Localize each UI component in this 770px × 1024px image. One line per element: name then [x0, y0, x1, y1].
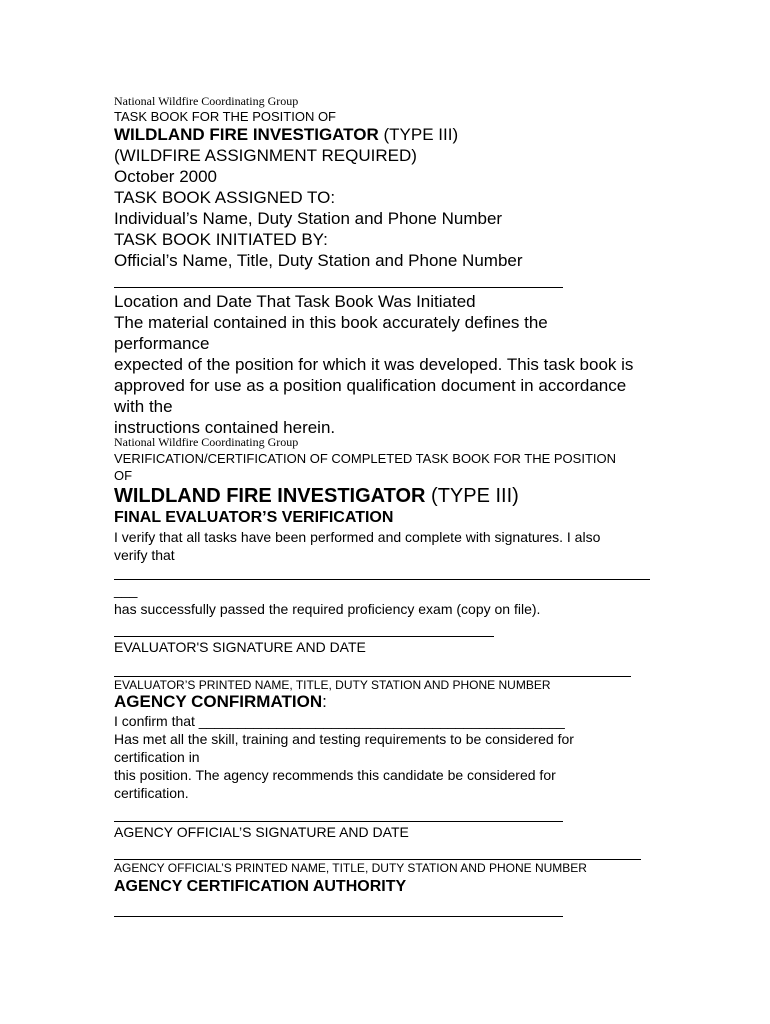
assigned-to-label: TASK BOOK ASSIGNED TO:: [114, 188, 336, 207]
evaluator-printed-line: [114, 676, 631, 677]
position-name: WILDLAND FIRE INVESTIGATOR: [114, 485, 426, 507]
position-type: (TYPE III): [425, 485, 519, 507]
requirements-line: certification.: [114, 785, 189, 801]
candidate-line-tail: ___: [114, 582, 138, 598]
official-printed-label: AGENCY OFFICIAL’S PRINTED NAME, TITLE, DUTY STATION AND PHONE NUMBER: [114, 861, 587, 875]
official-signature-line: [114, 821, 563, 822]
date-line: October 2000: [114, 167, 218, 186]
passed-exam-text: has successfully passed the required proficiency exam (copy on file).: [114, 601, 541, 617]
initiated-signature-line: [114, 287, 563, 288]
position-title-2: [114, 486, 519, 506]
position-name: WILDLAND FIRE INVESTIGATOR: [114, 125, 379, 144]
evaluator-printed-label: EVALUATOR’S PRINTED NAME, TITLE, DUTY STATION AND PHONE NUMBER: [114, 678, 551, 692]
requirements-line: certification in: [114, 749, 200, 765]
material-line: instructions contained herein.: [114, 418, 336, 437]
official-printed-line: [114, 859, 641, 860]
requirements-line: Has met all the skill, training and testing requirements to be considered for: [114, 731, 574, 747]
assignment-note: (WILDFIRE ASSIGNMENT REQUIRED): [114, 146, 417, 165]
agency-confirmation-heading: AGENCY CONFIRMATION:: [114, 692, 327, 711]
location-date-label: Location and Date That Task Book Was Initiated: [114, 292, 476, 311]
material-line: with the: [114, 397, 173, 416]
official-signature-label: AGENCY OFFICIAL’S SIGNATURE AND DATE: [114, 824, 409, 840]
position-title-1: [114, 126, 458, 143]
task-book-for-label: TASK BOOK FOR THE POSITION OF: [114, 109, 336, 124]
verify-text-line2: verify that: [114, 547, 175, 563]
initiated-by-fields: Official’s Name, Title, Duty Station and Phone Number: [114, 251, 523, 270]
org-name-1: National Wildfire Coordinating Group: [114, 94, 299, 108]
final-evaluator-heading: FINAL EVALUATOR’S VERIFICATION: [114, 509, 394, 526]
certification-signature-line: [114, 916, 563, 917]
candidate-name-line: [114, 579, 650, 580]
material-line: The material contained in this book accurately defines the: [114, 313, 548, 332]
position-type: (TYPE III): [378, 125, 459, 144]
org-name-2: National Wildfire Coordinating Group: [114, 435, 299, 449]
certification-authority-heading: AGENCY CERTIFICATION AUTHORITY: [114, 878, 407, 895]
verification-title-line2: OF: [114, 468, 133, 483]
confirm-line: I confirm that _______________________________________________: [114, 713, 565, 729]
assigned-to-fields: Individual’s Name, Duty Station and Phone Number: [114, 209, 503, 228]
material-line: approved for use as a position qualification document in accordance: [114, 376, 627, 395]
material-line: expected of the position for which it was developed. This task book is: [114, 355, 634, 374]
evaluator-signature-label: EVALUATOR'S SIGNATURE AND DATE: [114, 639, 366, 655]
initiated-by-label: TASK BOOK INITIATED BY:: [114, 230, 328, 249]
material-line: performance: [114, 334, 210, 353]
requirements-line: this position. The agency recommends this candidate be considered for: [114, 767, 556, 783]
evaluator-signature-line: [114, 636, 494, 637]
verify-text-line1: I verify that all tasks have been performed and complete with signatures. I also: [114, 529, 601, 545]
verification-title-line1: VERIFICATION/CERTIFICATION OF COMPLETED TASK BOOK FOR THE POSITION: [114, 451, 616, 466]
